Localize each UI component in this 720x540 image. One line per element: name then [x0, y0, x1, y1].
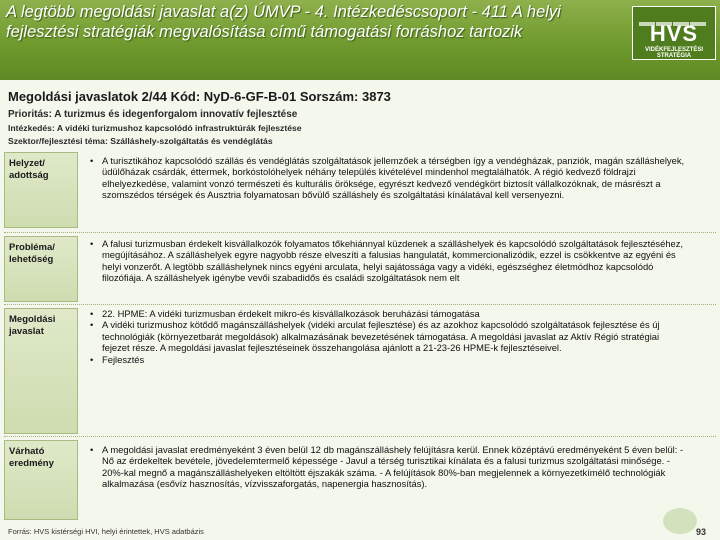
page-title: Megoldási javaslatok 2/44 Kód: NyD-6-GF-B-01 Sorszám: 3873 — [8, 89, 391, 104]
row-label-situation: Helyzet/ adottság — [4, 152, 78, 228]
list-item: • A megoldási javaslat eredményeként 3 éven belül 12 db magánszálláshely felújításra kerül. Ennek középtávú eredményeként 5 éven belül: - Nő az érdekeltek bevétele, jövedelemtermelő képessége - Javul a térség turisztikai kínálata és a falusi turizmus szolgáltatási minősége. - 20%-kal megnő a magánszálláshelyeken eltöltött éjszakák száma. - A felújítások 80%-ban megjelennek a környezetkímélő technológiák alkalmazása (esővíz hasznosítás, vízvisszaforgatás, napenergia hasznosítás). — [88, 444, 688, 490]
hvs-stamp-icon — [663, 508, 697, 534]
row-divider — [4, 304, 716, 305]
sector-text: Szektor/fejlesztési téma: Szálláshely-szolgáltatás és vendéglátás — [8, 136, 273, 146]
list-item: • 22. HPME: A vidéki turizmusban érdekelt mikro-és kisvállalkozások beruházási támogatása — [88, 308, 688, 319]
row-divider — [4, 232, 716, 233]
row-label-problem: Probléma/ lehetőség — [4, 236, 78, 302]
row-divider — [4, 436, 716, 437]
row-label-result: Várható eredmény — [4, 440, 78, 520]
priority-text: Prioritás: A turizmus és idegenforgalom innovatív fejlesztése — [8, 109, 298, 120]
page-header-title: A legtöbb megoldási javaslat a(z) ÚMVP - 4. Intézkedéscsoport - 411 A helyi fejlesztési stratégiák megvalósítása című támogatási forráshoz tartozik — [6, 3, 561, 41]
list-item: • A falusi turizmusban érdekelt kisvállalkozók folyamatos tőkehiánnyal küzdenek a szálláshelyek és kapcsolódó szolgáltatások fejlesztéséhez, megújításához. A szálláshelyek egyre nagyobb része elveszíti a falusias hangulatát, kommercionalizódik, ezzel is csökkentve az egyéni és helyi vonzerőt. A legtöbb szálláshelynek nincs egyéni arculata, helyi sajátossága vagy a vidéki, egészséghez életmódhoz kapcsolódó filozófiája. A szálláshelyek igénybe vevői szabadidős és családi szolgáltatások nem elt — [88, 238, 688, 284]
list-item: • A turisztikához kapcsolódó szállás és vendéglátás szolgáltatások jellemzőek a térségben így a vendégházak, panziók, magán szálláshelyek, üdülőházak csárdák, éttermek, borkóstolóhelyek néhány település kivételével mindenhol megtalálhatók. A régió kedvező földrajzi elhelyezkedése, valamint vonzó természeti és kulturális öröksége, egyrészt kedvező vendégkört biztosít vállalkozóknak, de másrészt a szomszédos térségek és Ausztria folyamatosan bővülő szálláshely és szolgáltatási kínálatával kell versenyezni. — [88, 155, 688, 201]
hvs-logo — [632, 6, 716, 60]
row-body-problem — [88, 238, 688, 284]
page-number: 93 — [696, 527, 707, 537]
row-label-solution: Megoldási javaslat — [4, 308, 78, 434]
measure-text: Intézkedés: A vidéki turizmushoz kapcsolódó infrastruktúrák fejlesztése — [8, 123, 302, 133]
logo-flag-stripes — [639, 13, 709, 21]
logo-text: HVS — [649, 21, 699, 46]
row-body-result — [88, 444, 688, 490]
source-footer: Forrás: HVS kistérségi HVI, helyi érintettek, HVS adatbázis — [8, 527, 204, 536]
list-item: • A vidéki turizmushoz kötődő magánszálláshelyek (vidéki arculat fejlesztése) és az azokhoz kapcsolódó szolgáltatások fejlesztése és új technológiák (környezetbarát megoldások) alkalmazásának bevezetésének támogatása. A megoldási javaslat az Aktív Régió stratégiai fejezet része. A megoldási javaslat fejlesztéseinek összehangolása ajánlott a 21-23-26 HPME-k fejlesztéseivel. — [88, 319, 688, 353]
row-body-situation — [88, 155, 688, 201]
header-banner — [0, 0, 720, 80]
logo-subtext: VIDÉKFEJLESZTÉSI STRATÉGIA — [644, 47, 703, 59]
list-item: • Fejlesztés — [88, 354, 688, 365]
row-body-solution — [88, 308, 688, 365]
